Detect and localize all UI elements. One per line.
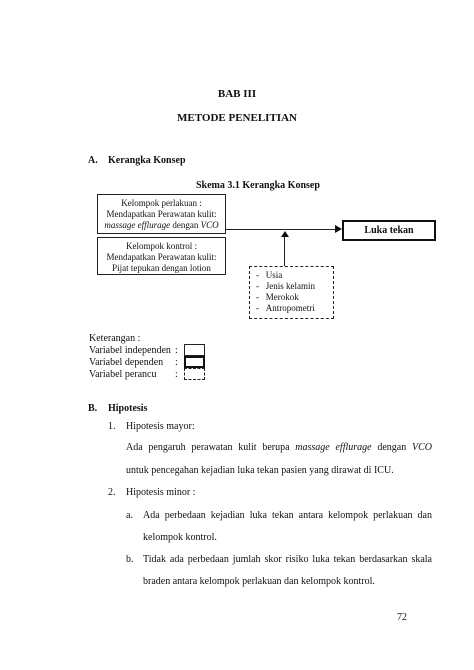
section-a-title: Kerangka Konsep	[108, 155, 186, 166]
hyp-major-number: 1.	[108, 421, 116, 432]
hyp-major-massage-text: massage efflurage	[295, 442, 372, 453]
confounder-bullet: -	[256, 270, 259, 280]
hyp-minor-a-line-1: Ada perbedaan kejadian luka tekan antara kelompok perlakuan dan	[143, 510, 432, 521]
confounder-text: Antropometri	[265, 303, 315, 313]
confounder-bullet: -	[256, 292, 259, 302]
section-b-title: Hipotesis	[108, 403, 148, 414]
chapter-title: METODE PENELITIAN	[177, 112, 297, 124]
hyp-minor-b-letter: b.	[126, 554, 134, 565]
schema-title: Skema 3.1 Kerangka Konsep	[196, 180, 320, 191]
treatment-line-2: Mendapatkan Perawatan kulit:	[106, 209, 217, 219]
arrow-to-outcome-icon	[335, 225, 342, 233]
legend-confounder-swatch	[184, 368, 205, 380]
box-confounders	[249, 266, 334, 319]
confounder-bullet: -	[256, 303, 259, 313]
legend-title: Keterangan :	[89, 333, 141, 344]
arrow-up-icon	[281, 231, 289, 237]
treatment-massage-text: massage efflurage	[104, 220, 171, 230]
confounder-text: Usia	[265, 270, 283, 280]
hyp-major-line-1	[126, 442, 432, 453]
confounder-item	[256, 281, 333, 292]
confounder-text: Jenis kelamin	[265, 281, 315, 291]
treatment-line-3	[98, 220, 225, 231]
hyp-major-line-2: untuk pencegahan kejadian luka tekan pasien yang dirawat di ICU.	[126, 465, 394, 476]
confounder-item	[256, 303, 333, 314]
section-b-number: B.	[88, 403, 98, 414]
legend-colon: :	[175, 345, 178, 356]
legend-confounder-label: Variabel perancu	[89, 369, 157, 380]
treatment-line-1: Kelompok perlakuan :	[121, 198, 202, 208]
control-line-1: Kelompok kontrol :	[126, 241, 197, 251]
hyp-minor-number: 2.	[108, 487, 116, 498]
legend-dependent-label: Variabel dependen	[89, 357, 164, 368]
hyp-major-text-a: Ada pengaruh perawatan kulit berupa	[126, 442, 296, 453]
hyp-minor-title: Hipotesis minor :	[126, 487, 196, 498]
hyp-major-vco-text: VCO	[412, 442, 433, 453]
section-a-number: A.	[88, 155, 98, 166]
legend-independent-swatch	[184, 344, 205, 356]
box-control-group	[97, 237, 226, 275]
treatment-dengan-text: dengan	[170, 220, 201, 230]
box-outcome: Luka tekan	[342, 220, 436, 241]
hyp-minor-b-line-1: Tidak ada perbedaan jumlah skor risiko luka tekan berdasarkan skala	[143, 554, 432, 565]
hyp-major-title: Hipotesis mayor:	[126, 421, 195, 432]
chapter-label: BAB III	[217, 88, 257, 100]
box-treatment-group	[97, 194, 226, 234]
connector-line	[226, 229, 335, 230]
confounder-item	[256, 270, 333, 281]
page-number: 72	[397, 612, 407, 623]
legend-colon: :	[175, 357, 178, 368]
legend-colon: :	[175, 369, 178, 380]
legend-independent-label: Variabel independen	[89, 345, 171, 356]
hyp-minor-b-line-2: braden antara kelompok perlakuan dan kelompok kontrol.	[143, 576, 375, 587]
confounder-bullet: -	[256, 281, 259, 291]
confounder-connector-line	[284, 236, 285, 266]
confounder-item	[256, 292, 333, 303]
treatment-vco-text: VCO	[200, 220, 219, 230]
confounder-text: Merokok	[265, 292, 299, 302]
control-line-3: Pijat tepukan dengan lotion	[112, 263, 211, 273]
hyp-major-text-b: dengan	[371, 442, 413, 453]
hyp-minor-a-letter: a.	[126, 510, 133, 521]
hyp-minor-a-line-2: kelompok kontrol.	[143, 532, 217, 543]
legend-dependent-swatch	[184, 356, 205, 368]
control-line-2: Mendapatkan Perawatan kulit:	[106, 252, 217, 262]
